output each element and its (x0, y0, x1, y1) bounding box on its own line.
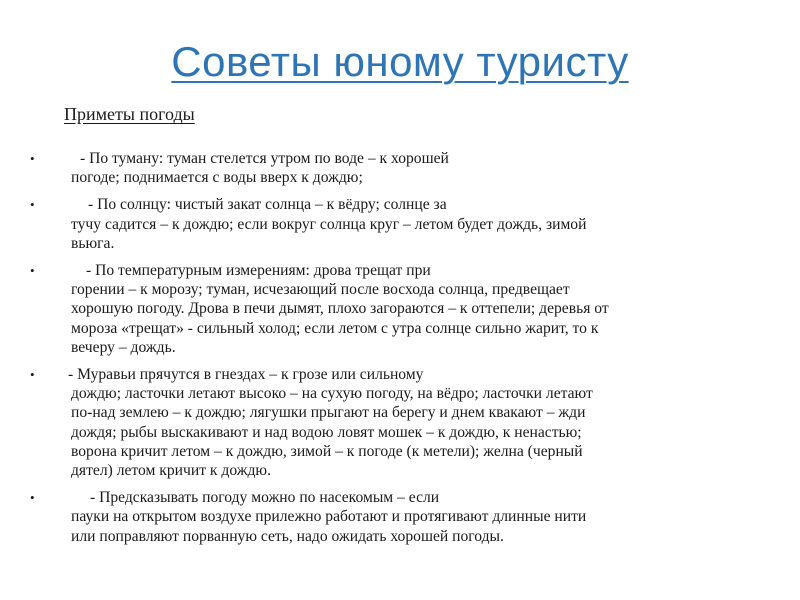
item-text: горении – к морозу; туман, исчезающий после восхода солнца, предвещает хорошую погоду. Дрова в печи дымят, плохо загораются – к оттепели; деревья от мороза «трещат» - сильный холод; если летом с утра солнце сильно жарит, то к вечеру – дождь. (71, 281, 609, 356)
item-lead: - По температурным измерениям: дрова трещат при (86, 262, 431, 280)
item-text: дождю; ласточки летают высоко – на сухую погоду, на вёдро; ласточки летают по-над землею – к дождю; лягушки прыгают на берегу и днем квакают – жди дождя; рыбы выскакивают и над водою ловят мошек – к дождю, к ненастью; ворона кричит летом – к дождю, зимой – к погоде (к метели); желна (черный дятел) летом кричит к дождю. (71, 385, 593, 480)
tips-list (30, 149, 610, 554)
item-lead: - По солнцу: чистый закат солнца – к вёдру; солнце за (88, 196, 447, 214)
bullet-icon: • (30, 490, 35, 506)
list-item (30, 149, 610, 187)
list-item (30, 261, 610, 357)
bullet-icon: • (30, 263, 35, 279)
item-text: тучу садится – к дождю; если вокруг солнца круг – летом будет дождь, зимой вьюга. (71, 215, 587, 252)
bullet-icon: • (30, 197, 35, 213)
list-item (30, 488, 610, 546)
slide-subtitle: Приметы погоды (64, 104, 195, 124)
bullet-icon: • (30, 151, 35, 166)
item-lead: - Предсказывать погоду можно по насекомым – если (90, 489, 440, 507)
item-lead: - Муравьи прячутся в гнездах – к грозе или сильному (68, 366, 424, 384)
slide-title: Советы юному туристу (171, 38, 629, 85)
bullet-icon: • (30, 367, 35, 383)
item-text: погоде; поднимается с воды вверх к дождю; (71, 169, 363, 187)
list-item (30, 195, 610, 253)
list-item (30, 365, 610, 480)
item-text: пауки на открытом воздухе прилежно работают и протягивают длинные нити или поправляют порванную сеть, надо ожидать хорошей погоды. (71, 508, 587, 545)
item-lead: - По туману: туман стелется утром по воде – к хорошей (80, 150, 449, 167)
